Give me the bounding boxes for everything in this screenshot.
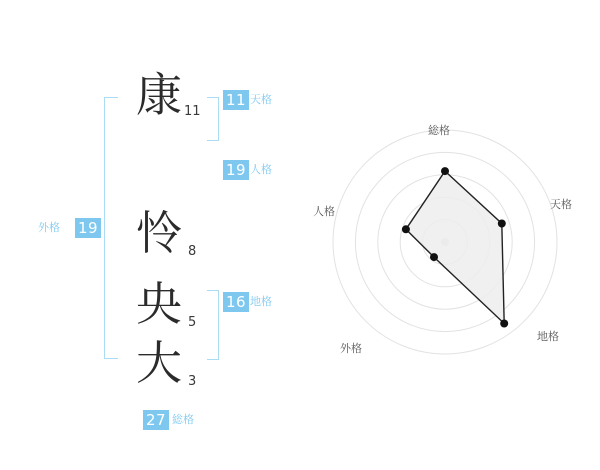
- tenkaku-bracket: [207, 97, 219, 141]
- badge-tenkaku-label: 天格: [250, 93, 272, 106]
- badge-jinkaku-value: 19: [223, 160, 249, 180]
- kanji-char-2: 怜: [136, 206, 182, 260]
- stroke-count-3: 5: [188, 315, 197, 330]
- kanji-char-4: 大: [136, 336, 182, 390]
- stroke-count-1: 11: [184, 104, 201, 119]
- axis-label-soukaku: 総格: [428, 124, 450, 137]
- kanji-char-3: 央: [136, 277, 182, 331]
- badge-jinkaku-label: 人格: [250, 163, 272, 176]
- badge-soukaku-label: 総格: [172, 413, 194, 426]
- badge-gaikaku-label: 外格: [38, 221, 60, 234]
- badge-chikaku-value: 16: [223, 292, 249, 312]
- axis-label-chikaku: 地格: [537, 330, 559, 343]
- badge-soukaku-value: 27: [143, 410, 169, 430]
- radar-chart: [305, 90, 600, 390]
- axis-label-jinkaku: 人格: [313, 205, 335, 218]
- stroke-count-2: 8: [188, 244, 197, 259]
- badge-chikaku-label: 地格: [250, 295, 272, 308]
- badge-tenkaku-value: 11: [223, 90, 249, 110]
- badge-gaikaku-value: 19: [75, 218, 101, 238]
- axis-label-tenkaku: 天格: [550, 198, 572, 211]
- stroke-count-4: 3: [188, 374, 197, 389]
- kanji-char-1: 康: [136, 68, 182, 122]
- axis-label-gaikaku: 外格: [340, 342, 362, 355]
- chikaku-bracket: [207, 290, 219, 360]
- outer-bracket: [104, 97, 118, 359]
